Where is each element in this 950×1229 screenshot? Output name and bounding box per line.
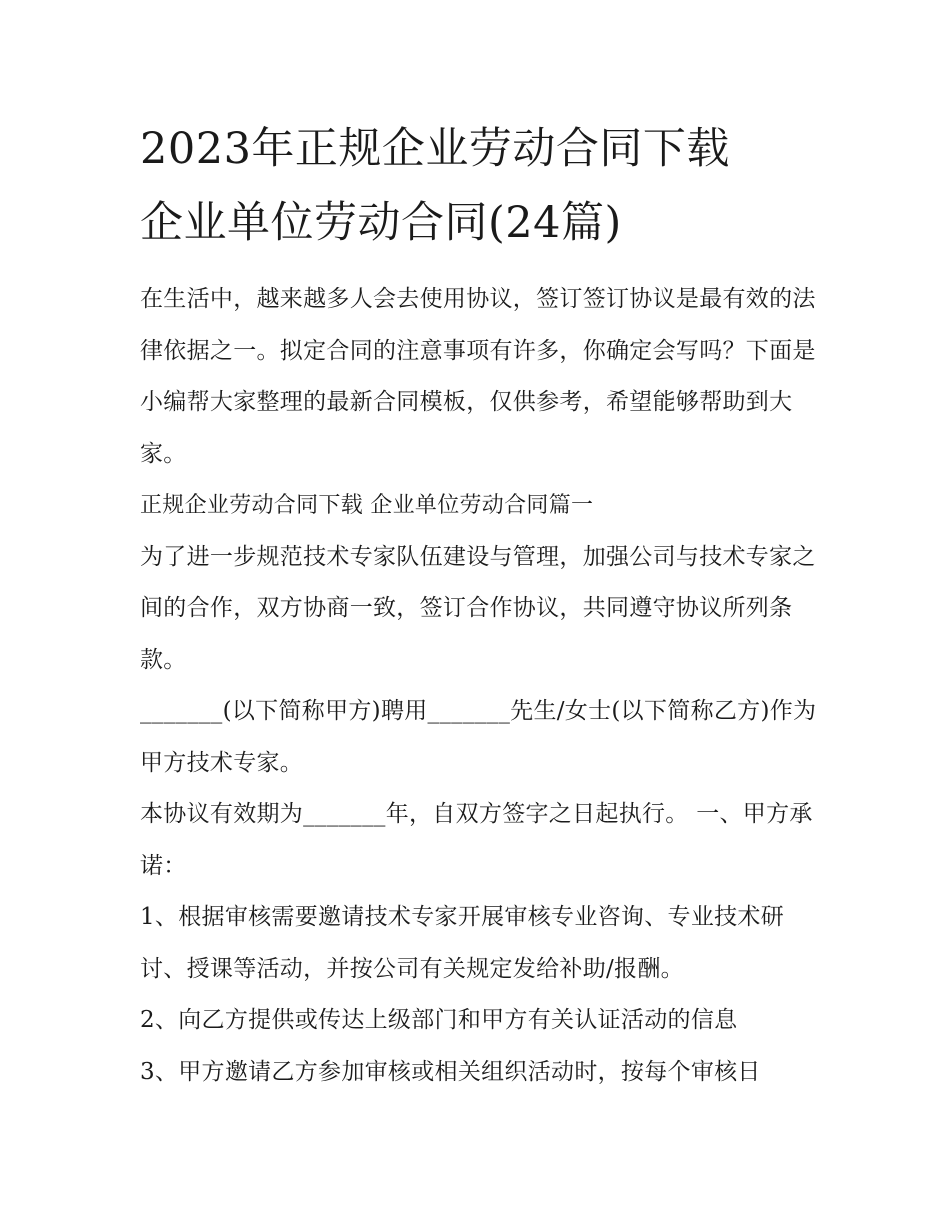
document-page: [140, 112, 820, 1098]
title-line-1: 2023年正规企业劳动合同下载: [140, 124, 730, 174]
clause-1: 1、根据审核需要邀请技术专家开展审核专业咨询、专业技术研讨、授课等活动，并按公司有关规定发给补助/报酬。: [140, 904, 785, 982]
title-line-2: 企业单位劳动合同(24篇): [140, 198, 622, 248]
document-body: [140, 274, 820, 1098]
document-title: [140, 112, 820, 260]
parties-paragraph: _______(以下简称甲方)聘用_______先生/女士(以下简称乙方)作为甲方技术专家。: [140, 698, 817, 776]
clause-3: 3、甲方邀请乙方参加审核或相关组织活动时，按每个审核日: [140, 1058, 761, 1085]
intro-paragraph: 在生活中，越来越多人会去使用协议，签订签订协议是最有效的法律依据之一。拟定合同的注意事项有许多，你确定会写吗？下面是小编帮大家整理的最新合同模板，仅供参考，希望能够帮助到大家。: [140, 286, 816, 467]
purpose-paragraph: 为了进一步规范技术专家队伍建设与管理，加强公司与技术专家之间的合作，双方协商一致，签订合作协议，共同遵守协议所列条款。: [140, 543, 816, 673]
section-heading: 正规企业劳动合同下载 企业单位劳动合同篇一: [140, 493, 594, 518]
validity-paragraph: 本协议有效期为_______年，自双方签字之日起执行。 一、甲方承诺：: [140, 801, 813, 879]
clause-2: 2、向乙方提供或传达上级部门和甲方有关认证活动的信息: [140, 1007, 738, 1033]
